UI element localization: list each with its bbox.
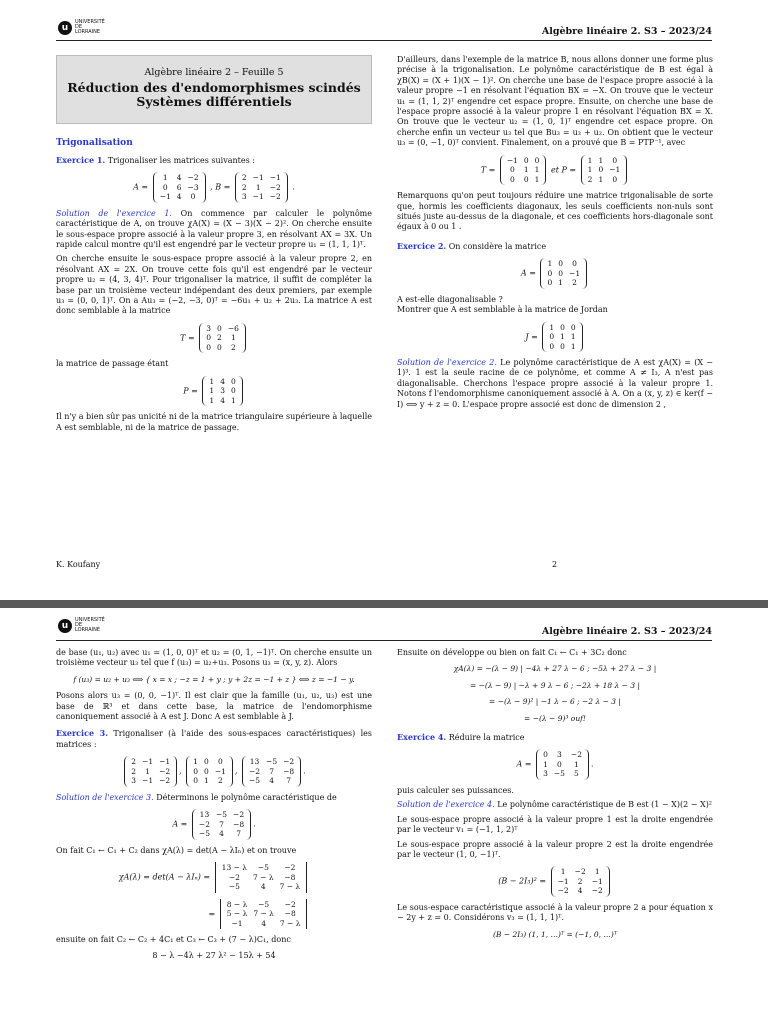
matrix-cell: 2 [217, 776, 223, 786]
page-number: 2 [552, 560, 558, 569]
matrix-cell: 1 [209, 395, 215, 405]
matrix-cell: 1 [574, 759, 579, 769]
matrix-cell: 0 [560, 322, 565, 332]
matrix-cell: 7 − λ [253, 872, 274, 882]
det-d2 [220, 899, 308, 930]
matrix-cell: 6 [176, 182, 182, 192]
matrix-cell: −2 [284, 863, 296, 873]
solution-4: Solution de l'exercice 4. Le polynôme caractéristique de B est (1 − X)(2 − X)² [397, 800, 713, 810]
matrix-cell: 0 [547, 278, 553, 288]
matrix-cell: 3 [543, 769, 548, 779]
matrix-cell: 5 − λ [226, 909, 248, 919]
matrix-cell: −2 [159, 776, 171, 786]
matrix-cell: 1 [587, 165, 593, 175]
matrix-cell: −2 [283, 757, 295, 767]
matrix-cell: −2 [269, 192, 281, 202]
matrix-cell: 1 [598, 174, 604, 184]
matrix-cell: −5 [553, 769, 565, 779]
matrix-cell: 0 [534, 155, 540, 165]
matrix-cell: −1 [159, 757, 171, 767]
matrix-cell: 0 [612, 155, 618, 165]
t-and-p-equation: T = −1 0 0 0 1 1 0 0 1 et P = 1 1 0 1 0 −1 2 1 0 [397, 155, 713, 186]
solution-1-p2: On cherche ensuite le sous-espace propre associé à la valeur propre 2, en résolvant AX = 2X. On trouve cette fois qu'il est engendré par le vecteur propre u₂ = (4, 3, 4)ᵀ. Pour trigonaliser la matrice, il suffit de compléter la base par un troisième vecteur indépendant des deux premiers, par exemple u₃ = (0, 0, 1)ᵀ. On a Au₃ = (−2, −3, 0)ᵀ = −6u₁ + u₂ + 2u₃. La matrice A est donc semblable à la matrice [56, 254, 372, 316]
matrix-cell: 1 [255, 182, 261, 192]
matrix-cell: 7 − λ [253, 909, 274, 919]
matrix-cell: −2 [248, 766, 261, 776]
matrix-p [202, 376, 242, 407]
matrix-cell: 7 [286, 776, 292, 786]
matrix-cell: 7 [269, 766, 274, 776]
matrix-cell: −6 [227, 323, 239, 333]
matrix-cell: −1 [252, 192, 264, 202]
matrix-cell: 1 [209, 376, 215, 386]
matrix-cell: −2 [284, 899, 296, 909]
basis-paragraph: de base (u₁, u₂) avec u₁ = (1, 0, 0)ᵀ et u₂ = (0, 1, −1)ᵀ. On cherche ensuite un troisième vecteur u₃ tel que f (u₃) = u₂+u₃. Posons u₃ = (x, y, z). Alors [56, 648, 372, 668]
matrix-cell: −5 [228, 882, 240, 892]
matrix-cell: 1 [549, 322, 555, 332]
matrix-cell: 0 [190, 192, 196, 202]
matrix-cell: 2 [131, 766, 137, 776]
eigenspace-1: Le sous-espace propre associé à la valeur propre 1 est la droite engendrée par le vecteur v₁ = (−1, 1, 2)ᵀ [397, 814, 713, 835]
matrix-cell: 0 [612, 174, 618, 184]
matrix-cell: −8 [284, 872, 296, 882]
matrix-cell: 1 [547, 259, 553, 269]
matrix-cell: 1 [230, 333, 236, 343]
matrix-a2-equation: A = 1 0 0 0 0 −1 0 1 2 [397, 258, 713, 289]
column-operation-2: ensuite on fait C₂ ← C₂ + 4C₁ et C₃ ← C₃ + (7 − λ)C₁, donc [56, 935, 291, 945]
matrix-cell: 1 [598, 155, 604, 165]
matrix-cell: 4 [269, 776, 274, 786]
matrix-cell: −2 [159, 766, 171, 776]
matrix-cell: −2 [557, 886, 569, 896]
exercise-3: Exercice 3. Trigonaliser (à l'aide des sous-espaces caractéristiques) les matrices : [56, 728, 372, 749]
logo-text: UNIVERSITÉ DE LORRAINE [75, 19, 105, 35]
sheet-subtitle: Algèbre linéaire 2 – Feuille 5 [144, 67, 284, 78]
header-rule [56, 40, 712, 41]
matrix-p2 [581, 155, 628, 186]
matrix-cell: 1 [534, 174, 540, 184]
matrix-cell: 7 − λ [279, 918, 301, 928]
matrix-cell: 8 − λ [226, 899, 248, 909]
exercise-2-q1: A est-elle diagonalisable ? [397, 294, 503, 304]
matrix-cell: 7 − λ [279, 882, 301, 892]
matrix-cell: 0 [206, 342, 212, 352]
matrix-cell: −5 [198, 829, 210, 839]
matrix-cell: 4 [577, 886, 583, 896]
section-heading: Trigonalisation [56, 138, 133, 149]
expansion-paragraph: Ensuite on développe ou bien on fait C₁ ← C₁ + 3C₂ donc [397, 648, 627, 657]
solution-1-p3: la matrice de passage étant [56, 359, 169, 369]
matrix-cell: 0 [162, 182, 168, 192]
matrix-cell: 7 [236, 829, 241, 839]
matrix-cell: 2 [572, 278, 577, 288]
matrix-cell: 0 [230, 376, 236, 386]
matrix-cell: 5 [574, 769, 579, 779]
matrix-cell: 0 [523, 174, 529, 184]
university-logo [58, 20, 107, 35]
matrix-cell: 1 [560, 867, 566, 877]
matrix-b [235, 172, 288, 203]
matrix-cell: 0 [572, 259, 577, 269]
matrix-cell: −2 [269, 182, 281, 192]
exercise-4: Exercice 4. Réduire la matrice [397, 732, 525, 743]
title-box [56, 55, 372, 124]
matrices-a-b: A = 1 4 −2 0 6 −3 −1 4 0 , B = 2 −1 −1 2 1 −2 3 −1 −2 . [133, 173, 295, 202]
matrix-cell: −8 [233, 819, 245, 829]
matrix-cell: −5 [258, 899, 270, 909]
matrix-cell: −1 [142, 776, 154, 786]
last-equation: (B − 2I₃) (1, 1, …)ᵀ = (−1, 0, …)ᵀ [492, 929, 618, 939]
right-column-2 [397, 648, 713, 946]
matrix-a4 [536, 749, 589, 780]
matrix-cell: −2 [187, 173, 199, 183]
determinant-1: χA(λ) = det(A − λIₙ) = 13 − λ −5 −2 −2 7 − λ −8 −5 4 7 − λ [56, 862, 372, 893]
characteristic-subspace: Le sous-espace caractéristique associé à la valeur propre 2 a pour équation x − 2y + z = 0. Considérons v₃ = (1, 1, 1)ᵀ. [397, 902, 713, 923]
matrix-cell: 2 [587, 174, 593, 184]
conclusion-paragraph: Posons alors u₃ = (0, 0, −1)ᵀ. Il est clair que la famille (u₁, u₂, u₃) est une base de ℝ³ et dans cette base, la matrice de l'endomorphisme canoniquement associé à A est J. Donc A est semblable à J. [56, 691, 372, 722]
logo-text-2: UNIVERSITÉ DE LORRAINE [75, 617, 105, 633]
matrix-cell: 0 [509, 174, 515, 184]
right-column [397, 55, 713, 414]
matrix-cell: 2 [577, 876, 583, 886]
eigenspace-2: Le sous-espace propre associé à la valeur propre 2 est la droite engendrée par le vecteur (1, 0, −1)ᵀ. [397, 839, 713, 859]
matrix-cell: −1 [142, 757, 154, 767]
matrix-cell: −1 [214, 766, 226, 776]
running-header-2: Algèbre linéaire 2. S3 – 2023/24 [541, 626, 712, 637]
page-2 [0, 608, 768, 1024]
left-column-2 [56, 648, 372, 968]
running-header: Algèbre linéaire 2. S3 – 2023/24 [541, 26, 712, 37]
matrix-cell: 13 − λ [221, 863, 248, 873]
matrix-cell: −2 [233, 810, 245, 820]
solution-1-p4: Il n'y a bien sûr pas unicité ni de la matrice triangulaire supérieure à laquelle A est semblable, ni de la matrice de passage. [56, 412, 372, 432]
matrix-cell: −5 [248, 776, 261, 786]
matrix-cell: −2 [228, 872, 240, 882]
matrix-cell: 13 [249, 757, 260, 767]
university-logo-2 [58, 618, 107, 633]
matrix-cell: 13 [199, 810, 210, 820]
matrix-a3-equation: A = 13 −5 −2 −2 7 −8 −5 4 7 . [172, 810, 256, 839]
solution-1-p1: Solution de l'exercice 1. On commence par calculer le polynôme caractéristique de A, on trouve χA(X) = (X − 3)(X − 2)². On cherche ensuite le sous-espace propre associé à la valeur propre 3, en résolvant AX = 3X. Un rapide calcul montre qu'il est engendré par le vecteur propre u₁ = (1, 1, 1)ᵀ. [56, 208, 373, 249]
matrix-cell: 0 [549, 341, 555, 351]
matrix-cell: 0 [204, 766, 209, 776]
determinant-2: = 8 − λ −5 −2 5 − λ 7 − λ −8 −1 4 7 − λ [56, 899, 372, 930]
matrix-cell: −1 [269, 173, 281, 183]
matrix-cell: 0 [547, 268, 553, 278]
matrix-cell: 4 [220, 376, 225, 386]
matrix-cell: −1 [609, 165, 621, 175]
matrix-cell: 1 [193, 757, 199, 767]
matrix-cell: −1 [506, 155, 518, 165]
matrix-cell: 0 [523, 155, 529, 165]
matrix-cell: −1 [231, 918, 243, 928]
matrix-cell: 0 [509, 165, 515, 175]
exercise-4-question: puis calculer ses puissances. [397, 785, 514, 795]
b-minus-2i-square: (B − 2I₃)² = 1 −2 1 −1 2 −1 −2 4 −2 [397, 866, 713, 897]
matrix-cell: 0 [217, 757, 223, 767]
matrix-cell: 1 [570, 341, 576, 351]
matrix-cell: −1 [159, 192, 171, 202]
matrix-cell: 0 [543, 750, 548, 760]
matrix-m3 [242, 756, 301, 787]
matrix-cell: 0 [560, 341, 565, 351]
matrix-cell: 0 [204, 757, 209, 767]
header-rule-2 [56, 640, 712, 641]
matrix-cell: 2 [217, 333, 222, 343]
solution-3: Solution de l'exercice 3. Déterminons le polynôme caractéristique de [56, 792, 337, 802]
matrix-p-equation: P = 1 4 0 1 3 0 1 4 1 [56, 376, 372, 407]
matrix-cell: 0 [570, 322, 576, 332]
matrix-cell: −2 [574, 867, 586, 877]
matrix-cell: 1 [162, 173, 168, 183]
matrix-cell: −8 [283, 766, 295, 776]
exercise-2: Exercice 2. On considère la matrice [397, 240, 547, 251]
matrix-cell: 1 [570, 332, 576, 341]
matrix-cell: 1 [534, 165, 540, 175]
matrix-t2 [500, 155, 547, 186]
title-line-1: Réduction des d'endomorphismes scindés [67, 80, 361, 96]
matrix-cell: 0 [206, 333, 212, 343]
exercise-1: Exercice 1. Trigonaliser les matrices suivantes : [56, 154, 255, 165]
matrix-cell: 0 [558, 268, 564, 278]
matrix-cell: 0 [558, 259, 564, 269]
det-d1 [215, 862, 308, 893]
matrix-cell: −5 [215, 810, 228, 820]
matrix-cell: −2 [591, 886, 603, 896]
matrix-cell: 1 [594, 867, 600, 877]
logo-icon: u [58, 619, 72, 633]
matrix-cell: −5 [257, 863, 269, 873]
matrix-cell: 0 [217, 342, 222, 352]
matrix-cell: −3 [187, 182, 199, 192]
matrix-cell: 2 [131, 757, 137, 767]
left-column [56, 55, 372, 437]
exercise-3-matrices: 2 −1 −1 2 1 −2 3 −1 −2 , 1 0 0 0 0 −1 0 1 2 , 13 −5 −2 −2 7 −8 −5 4 7 . [56, 756, 372, 787]
matrix-cell: 1 [587, 155, 593, 165]
matrix-cell: 0 [217, 323, 222, 333]
matrix-cell: 2 [241, 173, 247, 183]
footer-author: K. Koufany [56, 560, 101, 569]
matrix-cell: 3 [206, 323, 212, 333]
matrix-cell: −2 [570, 750, 582, 760]
matrix-t-equation: T = 3 0 −6 0 2 1 0 0 2 [56, 323, 372, 354]
matrix-cell: −1 [557, 876, 569, 886]
matrix-cell: 2 [230, 342, 236, 352]
matrix-cell: −1 [252, 173, 264, 183]
matrix-cell: 0 [193, 776, 199, 786]
matrix-cell: 1 [204, 776, 209, 786]
matrix-m1 [124, 756, 177, 787]
matrix-cell: 4 [261, 918, 266, 928]
matrix-cell: 3 [220, 386, 225, 396]
system-equation: f (u₃) = u₂ + u₃ ⟺ { x = x ; −z = 1 + y ; y + 2z = −1 + z } ⟺ z = −1 − y. [73, 674, 355, 684]
matrix-cell: −2 [198, 819, 210, 829]
matrix-cell: 1 [145, 766, 150, 776]
det-line-3: = −(λ − 9)² | −1 λ − 6 ; −2 λ − 3 | [489, 697, 621, 707]
matrix-t [199, 323, 246, 354]
matrix-cell: 4 [260, 882, 266, 892]
matrix-a4-equation: A = 0 3 −2 1 0 1 3 −5 5 . [516, 750, 594, 779]
det-line-2: = −(λ − 9) | −λ + 9 λ − 6 ; −2λ + 18 λ − 3 | [469, 680, 641, 690]
matrix-cell: −1 [569, 268, 581, 278]
matrix-cell: 1 [543, 759, 548, 769]
matrix-a3 [192, 809, 251, 840]
matrix-cell: 1 [523, 165, 529, 175]
matrix-cell: 4 [220, 395, 225, 405]
matrix-cell: 0 [598, 165, 604, 175]
matrix-cell: −5 [266, 757, 278, 767]
matrix-j [542, 322, 582, 353]
matrix-cell: 0 [556, 759, 562, 769]
det-line-4: = −(λ − 9)³ ouf! [524, 713, 586, 723]
exercise-2-q2: Montrer que A est semblable à la matrice de Jordan [397, 305, 608, 315]
matrix-cell: 1 [558, 278, 564, 288]
matrix-cell: −8 [284, 909, 296, 919]
remark-paragraph: Remarquons qu'on peut toujours réduire une matrice trigonalisable de sorte que, hormis les coefficients diagonaux, les seuls coefficients non-nuls sont situés juste au-dessus de la diagonale, et ces coefficients hors-diagonale sont égaux à 0 ou 1 . [397, 191, 713, 232]
determinant-3-row: 8 − λ −4λ + 27 λ² − 15λ + 54 [152, 951, 276, 961]
solution-2: Solution de l'exercice 2. Le polynôme caractéristique de A est χA(X) = (X − 1)³. 1 est la seule racine de ce polynôme, et comme A ≠ I₃, A n'est pas diagonalisable. Cherchons l'espace propre associé à la valeur propre 1. Notons f l'endomorphisme canoniquement associé à A. On a (x, y, z) ∈ ker(f − I) ⟺ y + z = 0. L'espace propre associé est donc de dimension 2 , [397, 358, 714, 409]
matrix-cell: 4 [219, 829, 224, 839]
matrix-cell: 1 [209, 386, 215, 396]
logo-icon: u [58, 21, 72, 35]
matrix-cell: 1 [560, 332, 565, 341]
matrix-cell: −1 [591, 876, 603, 886]
matrix-cell: 4 [176, 173, 182, 183]
column-operation-1: On fait C₁ ← C₁ + C₂ dans χA(λ) = det(A − λIₙ) et on trouve [56, 845, 297, 855]
matrix-cell: 3 [131, 776, 137, 786]
matrix-cell: 0 [549, 332, 555, 341]
matrix-b-discussion: D'ailleurs, dans l'exemple de la matrice B, nous allons donner une forme plus précise à la trigonalisation. Le polynôme caractéristique de B est égal à χB(X) = (X + 1)(X − 1)². On cherche une base de l'espace propre associé à la valeur propre −1 en résolvant l'équation BX = −X. On trouve que le vecteur u₁ = (1, 1, 2)ᵀ engendre cet espace propre. Ensuite, on cherche une base de l'espace propre associé à la valeur propre 1 en résolvant l'équation BX = X. On trouve que le vecteur u₂ = (1, 0, 1)ᵀ engendre cet espace propre. On cherche enfin un vecteur u₃ tel que Bu₃ = u₃ + u₂. On obtient que le vecteur u₃ = (0, −1, 0)ᵀ convient. Finalement, on a prouvé que B = PTP⁻¹, avec [397, 55, 713, 148]
matrix-a [153, 172, 206, 203]
det-line-1: χA(λ) = −(λ − 9) | −4λ + 27 λ − 6 ; −5λ + 27 λ − 3 | [453, 664, 657, 674]
matrix-a2 [540, 258, 587, 289]
matrix-cell: 0 [193, 766, 199, 776]
matrix-m2 [186, 756, 233, 787]
matrix-cell: 2 [241, 182, 247, 192]
matrix-cell: 7 [219, 819, 224, 829]
matrix-cell: 4 [176, 192, 182, 202]
matrix-cell: 3 [556, 750, 562, 760]
matrix-b2 [551, 866, 610, 897]
matrix-cell: 1 [230, 395, 236, 405]
matrix-j-equation: J = 1 0 0 0 1 1 0 0 1 [397, 322, 713, 353]
matrix-cell: 0 [230, 386, 236, 396]
matrix-cell: 3 [241, 192, 247, 202]
title-line-2: Systèmes différentiels [136, 94, 292, 110]
